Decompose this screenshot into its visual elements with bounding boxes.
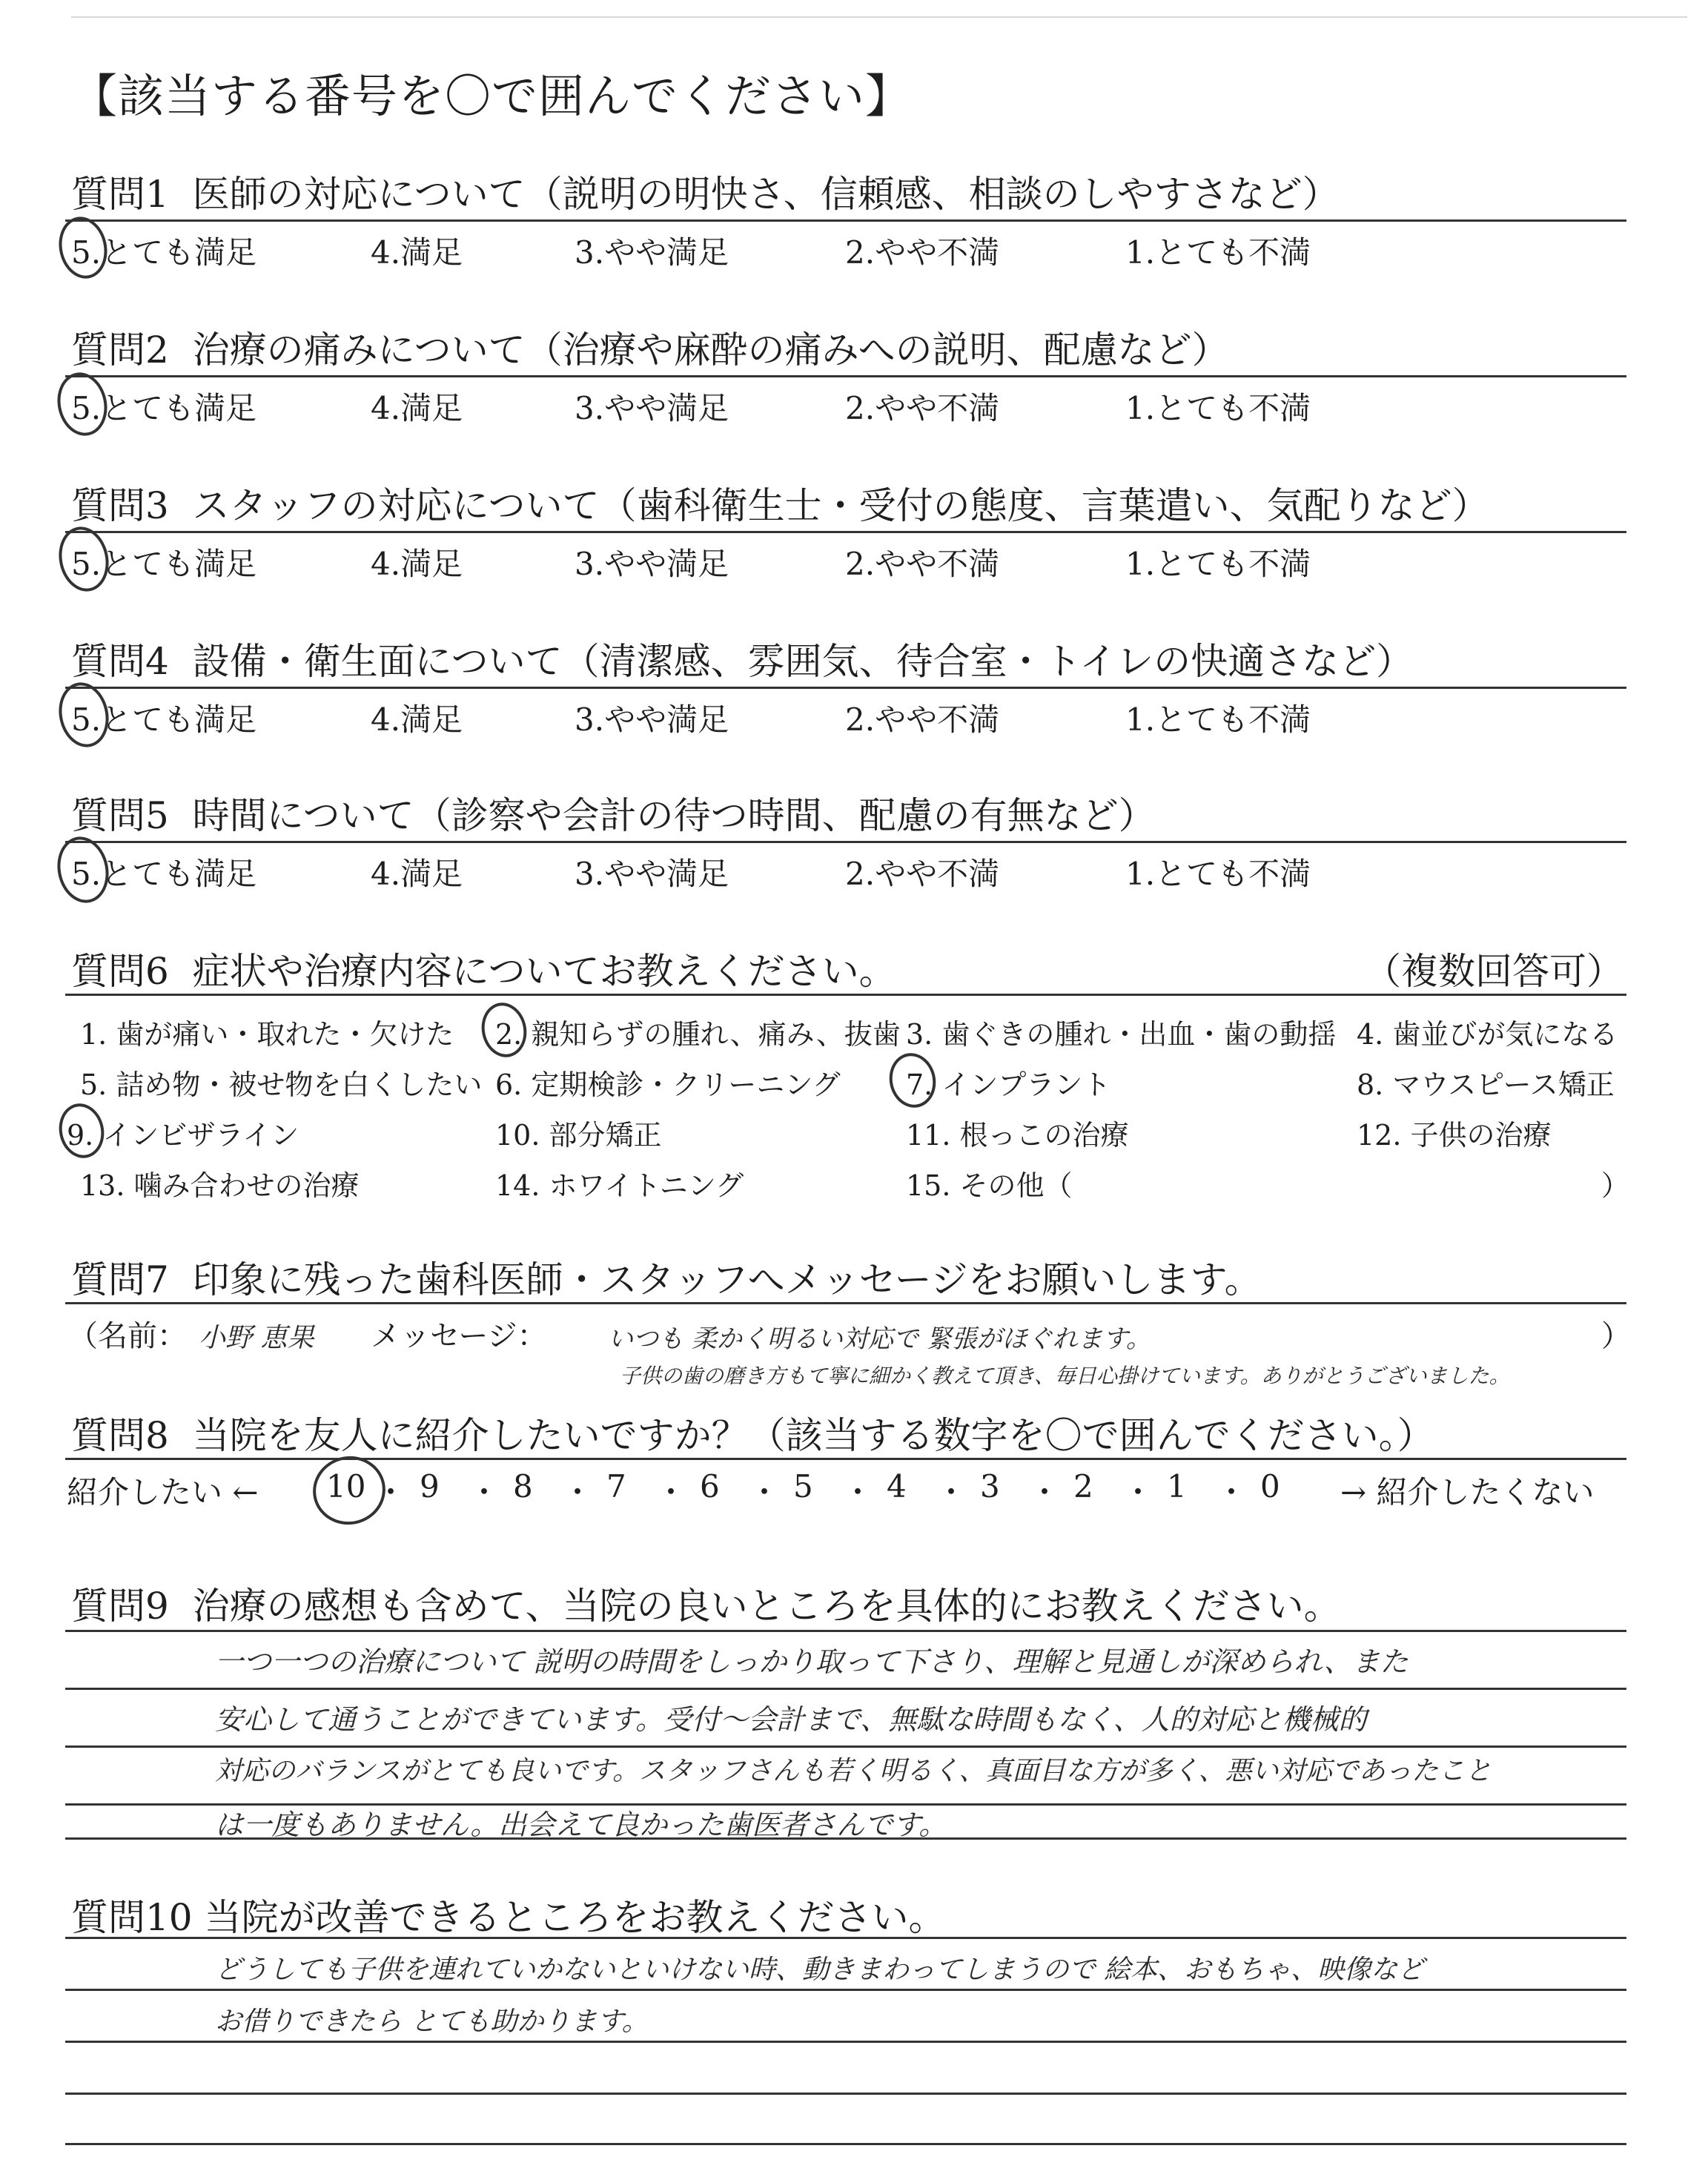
answer-line xyxy=(65,1745,1626,1748)
divider xyxy=(65,841,1626,843)
scale-right-label: → 紹介したくない xyxy=(1340,1474,1595,1510)
question-3 xyxy=(71,476,1489,529)
name-label: （名前： xyxy=(68,1319,187,1353)
divider xyxy=(65,531,1626,533)
q2-option-3[interactable]: 3.やや満足 xyxy=(575,390,729,426)
divider xyxy=(65,1630,1626,1632)
q3-option-5[interactable]: 5.とても満足 xyxy=(71,546,257,582)
scale-left-label: 紹介したい ← xyxy=(67,1474,259,1510)
divider xyxy=(65,1458,1626,1460)
q1-option-3[interactable]: 3.やや満足 xyxy=(575,234,729,271)
question-text: スタッフの対応について（歯科衛生士・受付の態度、言葉遣い、気配りなど） xyxy=(192,484,1489,527)
q3-option-2[interactable]: 2.やや不満 xyxy=(845,546,1000,582)
q1-option-2[interactable]: 2.やや不満 xyxy=(845,234,1000,271)
q6-option-10[interactable]: 10. 部分矯正 xyxy=(495,1119,662,1152)
divider xyxy=(65,687,1626,689)
scale-value[interactable]: 5 xyxy=(793,1468,813,1505)
question-label: 質問9 xyxy=(71,1585,169,1628)
q6-other-close: ） xyxy=(1601,1169,1630,1202)
answer-line xyxy=(65,1688,1626,1690)
q5-option-3[interactable]: 3.やや満足 xyxy=(575,856,729,892)
answer-line xyxy=(65,2143,1626,2145)
question-text: 印象に残った歯科医師・スタッフへメッセージをお願いします。 xyxy=(192,1258,1262,1301)
scale-separator: ・ xyxy=(936,1474,967,1510)
multiple-answers-note: （複数回答可） xyxy=(1364,950,1623,993)
q6-option-7[interactable]: 7. インプラント xyxy=(906,1069,1111,1101)
question-10 xyxy=(71,1888,946,1941)
scale-separator: ・ xyxy=(655,1474,687,1510)
question-6 xyxy=(71,942,896,995)
message-line-2[interactable]: 子供の歯の磨き方もて寧に細かく教えて頂き、毎日心掛けています。ありがとうございました。 xyxy=(620,1364,1510,1388)
question-text: 当院を友人に紹介したいですか？（該当する数字を〇で囲んでください。） xyxy=(192,1414,1434,1457)
q6-option-8[interactable]: 8. マウスピース矯正 xyxy=(1357,1069,1615,1101)
selection-circle xyxy=(307,1450,392,1531)
q3-option-3[interactable]: 3.やや満足 xyxy=(575,546,729,582)
question-text: 時間について（診察や会計の待つ時間、配慮の有無など） xyxy=(192,794,1156,837)
selection-circle xyxy=(51,832,114,908)
q6-option-4[interactable]: 4. 歯並びが気になる xyxy=(1357,1018,1618,1051)
q9-answer-line-2[interactable]: 安心して通うことができています。受付～会計まで、無駄な時間もなく、人的対応と機械的 xyxy=(215,1703,1367,1736)
question-text: 設備・衛生面について（清潔感、雰囲気、待合室・トイレの快適さなど） xyxy=(192,640,1414,683)
q6-option-14[interactable]: 14. ホワイトニング xyxy=(495,1169,744,1202)
question-text: 症状や治療内容についてお教えください。 xyxy=(192,950,896,993)
q1-option-5[interactable]: 5.とても満足 xyxy=(71,234,257,271)
q4-option-1[interactable]: 1.とても不満 xyxy=(1125,701,1311,738)
scale-value[interactable]: 0 xyxy=(1260,1468,1280,1505)
q5-option-4[interactable]: 4.満足 xyxy=(371,856,463,892)
question-label: 質問2 xyxy=(71,328,169,371)
question-text: 当院が改善できるところをお教えください。 xyxy=(204,1896,946,1939)
q5-option-1[interactable]: 1.とても不満 xyxy=(1125,856,1311,892)
q3-option-4[interactable]: 4.満足 xyxy=(371,546,463,582)
q2-option-5[interactable]: 5.とても満足 xyxy=(71,390,257,426)
question-label: 質問3 xyxy=(71,484,169,527)
scale-value[interactable]: 4 xyxy=(887,1468,907,1505)
scale-separator: ・ xyxy=(562,1474,594,1510)
q6-option-11[interactable]: 11. 根っこの治療 xyxy=(906,1119,1129,1152)
q4-option-5[interactable]: 5.とても満足 xyxy=(71,701,257,738)
divider xyxy=(65,1937,1626,1939)
q6-option-1[interactable]: 1. 歯が痛い・取れた・欠けた xyxy=(80,1018,454,1051)
scale-value[interactable]: 6 xyxy=(700,1468,720,1505)
q5-option-5[interactable]: 5.とても満足 xyxy=(71,856,257,892)
divider xyxy=(65,994,1626,996)
question-label: 質問6 xyxy=(71,950,169,993)
scale-separator: ・ xyxy=(375,1474,407,1510)
scale-separator: ・ xyxy=(842,1474,874,1510)
question-label: 質問1 xyxy=(71,173,169,216)
q4-option-4[interactable]: 4.満足 xyxy=(371,701,463,738)
scale-value[interactable]: 7 xyxy=(606,1468,626,1505)
q2-option-2[interactable]: 2.やや不満 xyxy=(845,390,1000,426)
q3-option-1[interactable]: 1.とても不満 xyxy=(1125,546,1311,582)
question-2 xyxy=(71,320,1229,374)
scale-value[interactable]: 2 xyxy=(1073,1468,1093,1505)
scale-separator: ・ xyxy=(1122,1474,1154,1510)
selection-circle xyxy=(52,368,113,440)
q10-answer-line-1[interactable]: どうしても子供を連れていかないといけない時、動きまわってしまうので 絵本、おもちゃ、映像など xyxy=(215,1955,1425,1985)
answer-line xyxy=(65,1989,1626,1991)
selection-circle xyxy=(53,678,115,752)
divider xyxy=(65,1302,1626,1304)
q4-option-3[interactable]: 3.やや満足 xyxy=(575,701,729,738)
q6-option-3[interactable]: 3. 歯ぐきの腫れ・出血・歯の動揺 xyxy=(906,1018,1337,1051)
q1-option-1[interactable]: 1.とても不満 xyxy=(1125,234,1311,271)
divider xyxy=(65,375,1626,377)
question-label: 質問4 xyxy=(71,640,169,683)
scale-value[interactable]: 3 xyxy=(980,1468,1000,1505)
q10-answer-line-2[interactable]: お借りできたら とても助かります。 xyxy=(215,2007,649,2037)
scale-separator: ・ xyxy=(469,1474,500,1510)
q6-option-13[interactable]: 13. 噛み合わせの治療 xyxy=(80,1169,360,1202)
message-line-1[interactable]: いつも 柔かく明るい対応で 緊張がほぐれます。 xyxy=(608,1324,1151,1354)
question-9 xyxy=(71,1576,1341,1630)
question-label: 質問8 xyxy=(71,1414,169,1457)
q5-option-2[interactable]: 2.やや不満 xyxy=(845,856,1000,892)
question-7 xyxy=(71,1250,1262,1304)
question-5 xyxy=(71,786,1156,839)
divider xyxy=(65,219,1626,222)
q9-answer-line-1[interactable]: 一つ一つの治療について 説明の時間をしっかり取って下さり、理解と見通しが深められ、また xyxy=(215,1645,1409,1678)
question-label: 質問7 xyxy=(71,1258,169,1301)
scale-value[interactable]: 10 xyxy=(326,1468,366,1505)
q4-option-2[interactable]: 2.やや不満 xyxy=(845,701,1000,738)
scale-separator: ・ xyxy=(1029,1474,1061,1510)
question-label: 質問5 xyxy=(71,794,169,837)
q6-option-9[interactable]: 9. インビザライン xyxy=(67,1119,299,1152)
q9-answer-line-3[interactable]: 対応のバランスがとても良いです。スタッフさんも若く明るく、真面目な方が多く、悪い対応であったこと xyxy=(215,1756,1492,1786)
q6-option-6[interactable]: 6. 定期検診・クリーニング xyxy=(495,1069,841,1101)
q6-option-5[interactable]: 5. 詰め物・被せ物を白くしたい xyxy=(80,1069,483,1101)
answer-line xyxy=(65,2041,1626,2043)
q9-answer-line-4[interactable]: は一度もありません。出会えて良かった歯医者さんです。 xyxy=(215,1809,947,1841)
question-label: 質問10 xyxy=(71,1896,193,1939)
q6-option-12[interactable]: 12. 子供の治療 xyxy=(1357,1119,1552,1152)
q2-option-4[interactable]: 4.満足 xyxy=(371,390,463,426)
message-close: ） xyxy=(1601,1319,1631,1353)
selection-circle xyxy=(53,522,115,596)
scale-value[interactable]: 8 xyxy=(513,1468,533,1505)
question-1 xyxy=(71,165,1340,218)
name-value[interactable]: 小野 恵果 xyxy=(199,1323,314,1353)
q6-option-15[interactable]: 15. その他（ xyxy=(906,1169,1073,1202)
message-label: メッセージ： xyxy=(371,1319,547,1353)
q2-option-1[interactable]: 1.とても不満 xyxy=(1125,390,1311,426)
question-text: 治療の痛みについて（治療や麻酔の痛みへの説明、配慮など） xyxy=(192,328,1229,371)
q6-option-2[interactable]: 2. 親知らずの腫れ、痛み、抜歯 xyxy=(495,1018,901,1051)
scale-separator: ・ xyxy=(749,1474,781,1510)
question-8 xyxy=(71,1406,1434,1459)
page-title: 【該当する番号を〇で囲んでください】 xyxy=(71,69,913,123)
question-4 xyxy=(71,632,1413,685)
scale-separator: ・ xyxy=(1216,1474,1248,1510)
question-text: 治療の感想も含めて、当院の良いところを具体的にお教えください。 xyxy=(192,1585,1341,1628)
question-text: 医師の対応について（説明の明快さ、信頼感、相談のしやすさなど） xyxy=(192,173,1340,216)
answer-line xyxy=(65,2093,1626,2095)
scale-value[interactable]: 9 xyxy=(420,1468,440,1505)
scale-value[interactable]: 1 xyxy=(1167,1468,1187,1505)
scan-edge xyxy=(71,16,1687,18)
q1-option-4[interactable]: 4.満足 xyxy=(371,234,463,271)
